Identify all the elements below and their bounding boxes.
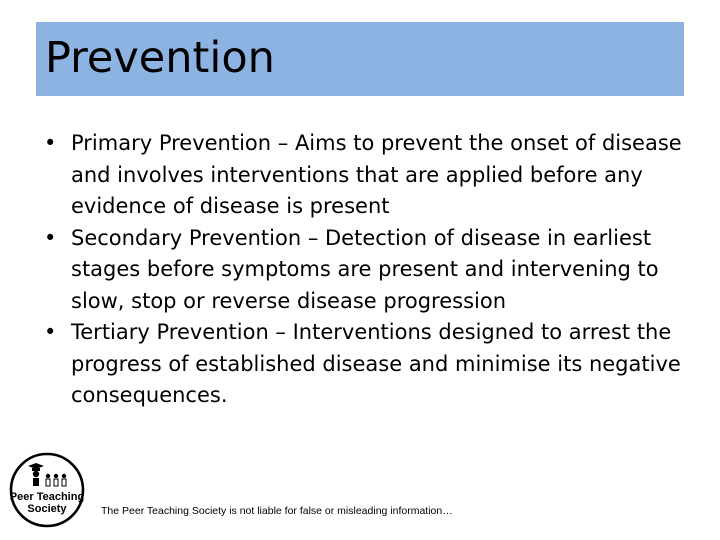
title-banner <box>36 22 684 96</box>
logo-text-line1: Peer Teaching <box>9 491 85 503</box>
bullet-text-primary: Primary Prevention – Aims to prevent the onset of disease and involves interventions that are applied before any evidence of disease is present <box>71 131 682 218</box>
bullet-list <box>44 128 684 412</box>
footer-disclaimer: The Peer Teaching Society is not liable for false or misleading information… <box>101 505 453 517</box>
logo-text-line2: Society <box>27 503 67 515</box>
slide-title: Prevention <box>45 33 275 83</box>
bullet-item-secondary <box>44 223 684 318</box>
bullet-text-secondary: Secondary Prevention – Detection of disease in earliest stages before symptoms are present and intervening to slow, stop or reverse disease progression <box>71 225 659 313</box>
peer-teaching-society-logo <box>5 451 89 529</box>
bullet-dot-icon: • <box>44 131 57 155</box>
bullet-text-tertiary: Tertiary Prevention – Interventions designed to arrest the progress of established disease and minimise its negative consequences. <box>71 320 681 407</box>
bullet-item-primary <box>44 128 684 223</box>
logo-icon <box>5 451 89 529</box>
bullet-dot-icon: • <box>44 225 57 250</box>
bullet-dot-icon: • <box>44 320 57 344</box>
bullet-item-tertiary <box>44 317 684 412</box>
